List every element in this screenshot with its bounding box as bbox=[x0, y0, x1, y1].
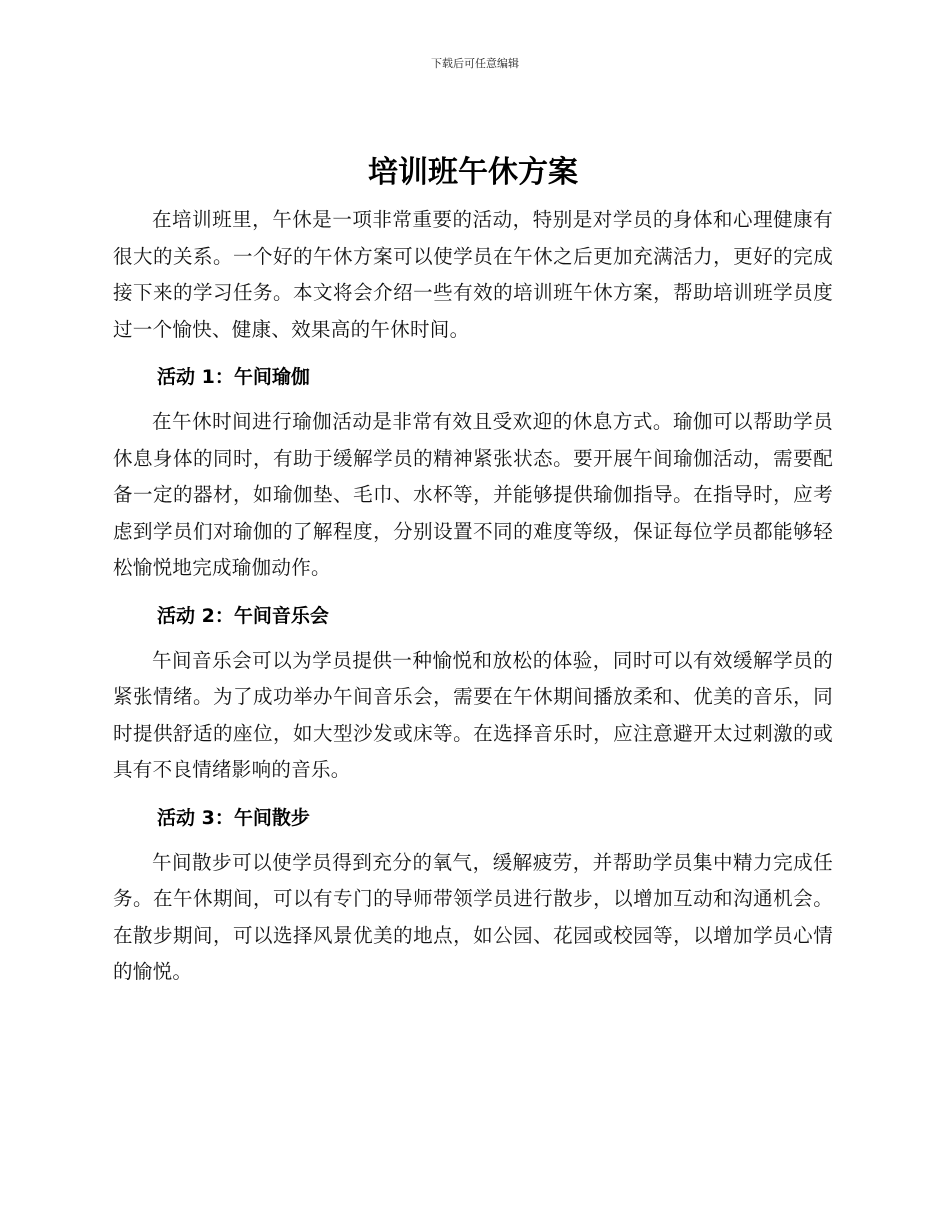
section-body-yoga: 在午休时间进行瑜伽活动是非常有效且受欢迎的休息方式。瑜伽可以帮助学员休息身体的同时，有助于缓解学员的精神紧张状态。要开展午间瑜伽活动，需要配备一定的器材，如瑜伽垫、毛巾、水杯等，并能够提供瑜伽指导。在指导时，应考虑到学员们对瑜伽的了解程度，分别设置不同的难度等级，保证每位学员都能够轻松愉悦地完成瑜伽动作。 bbox=[113, 410, 833, 579]
header-note: 下载后可任意编辑 bbox=[431, 57, 519, 70]
intro-paragraph: 在培训班里，午休是一项非常重要的活动，特别是对学员的身体和心理健康有很大的关系。一个好的午休方案可以使学员在午休之后更加充满活力，更好的完成接下来的学习任务。本文将会介绍一些有效的培训班午休方案，帮助培训班学员度过一个愉快、健康、效果高的午休时间。 bbox=[113, 208, 833, 341]
section-heading-concert: 活动 2：午间音乐会 bbox=[157, 604, 329, 627]
section-body-walk: 午间散步可以使学员得到充分的氧气，缓解疲劳，并帮助学员集中精力完成任务。在午休期间，可以有专门的导师带领学员进行散步，以增加互动和沟通机会。在散步期间，可以选择风景优美的地点，如公园、花园或校园等，以增加学员心情的愉悦。 bbox=[113, 850, 833, 983]
page-title: 培训班午休方案 bbox=[368, 155, 578, 190]
document-body bbox=[113, 150, 833, 991]
section-heading-yoga: 活动 1：午间瑜伽 bbox=[157, 366, 310, 388]
section-heading-walk: 活动 3：午间散步 bbox=[157, 806, 310, 829]
section-body-concert: 午间音乐会可以为学员提供一种愉悦和放松的体验，同时可以有效缓解学员的紧张情绪。为了成功举办午间音乐会，需要在午休期间播放柔和、优美的音乐，同时提供舒适的座位，如大型沙发或床等。在选择音乐时，应注意避开太过刺激的或具有不良情绪影响的音乐。 bbox=[113, 648, 833, 781]
